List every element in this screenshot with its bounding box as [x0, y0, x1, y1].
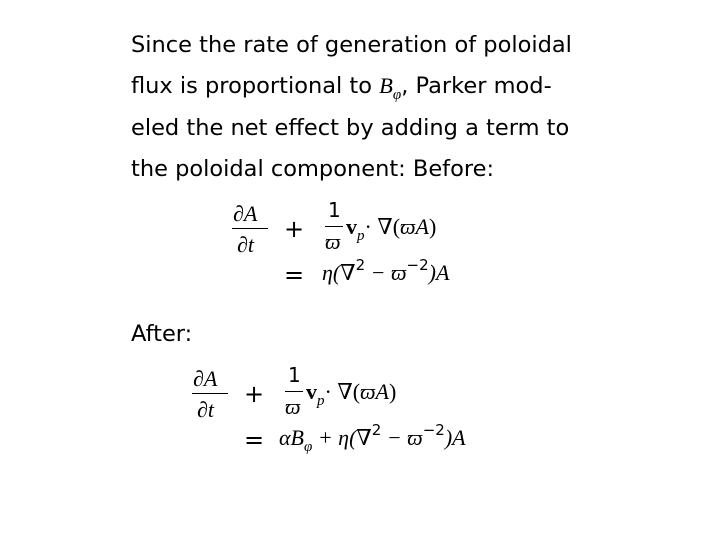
fraction-bar [325, 226, 343, 227]
superscript: 2 [355, 256, 366, 274]
superscript: −2 [406, 256, 429, 274]
velocity-vector: v [346, 214, 357, 239]
rhs-expression [322, 256, 450, 285]
fraction-numerator: ∂A [233, 201, 258, 226]
superscript: 2 [371, 421, 382, 439]
dot-gradient: · ∇( [324, 379, 361, 404]
rhs-end: )A [428, 260, 450, 285]
varpi-term: − ϖ [365, 260, 407, 285]
eta-term: η(∇ [322, 260, 356, 285]
after-label: After: [131, 321, 193, 347]
varpi-term: − ϖ [381, 425, 423, 450]
paragraph-text: flux is proportional to [131, 73, 380, 99]
velocity-vector: v [306, 379, 317, 404]
equals-sign: = [244, 426, 265, 454]
paragraph-line-4: the poloidal component: Before: [131, 156, 495, 182]
fraction-bar [232, 228, 268, 229]
fraction-denominator: ϖ [325, 229, 341, 254]
fraction-denominator: ϖ [285, 394, 301, 419]
close-paren: ) [389, 379, 397, 404]
fraction-numerator: 1 [328, 198, 341, 222]
dot-gradient: · ∇( [364, 214, 401, 239]
math-variable: ϖA [360, 379, 389, 404]
advection-term [346, 214, 437, 244]
phi-subscript: φ [304, 439, 313, 455]
advection-term [306, 379, 397, 409]
velocity-subscript: p [317, 393, 325, 409]
fraction-numerator: ∂A [193, 366, 218, 391]
eta-term: + η(∇ [312, 425, 372, 450]
alpha-term: αB [279, 425, 304, 450]
fraction-bar [285, 391, 303, 392]
fraction-bar [192, 393, 228, 394]
fraction-denominator: ∂t [237, 232, 254, 257]
equals-sign: = [284, 261, 305, 289]
plus-sign: + [244, 380, 265, 408]
superscript: −2 [422, 421, 445, 439]
math-variable: ϖA [400, 214, 429, 239]
math-subscript: φ [392, 87, 402, 103]
paragraph-line-1: Since the rate of generation of poloidal [131, 32, 572, 58]
velocity-subscript: p [357, 228, 365, 244]
paragraph-line-2 [131, 73, 552, 103]
fraction-numerator: 1 [288, 363, 301, 387]
paragraph-line-3: eled the net effect by adding a term to [131, 115, 570, 141]
paragraph-text: , Parker mod- [401, 73, 552, 99]
math-variable: B [379, 73, 393, 98]
plus-sign: + [284, 215, 305, 243]
close-paren: ) [429, 214, 437, 239]
rhs-end: )A [444, 425, 466, 450]
rhs-expression [279, 421, 466, 455]
fraction-denominator: ∂t [197, 397, 214, 422]
